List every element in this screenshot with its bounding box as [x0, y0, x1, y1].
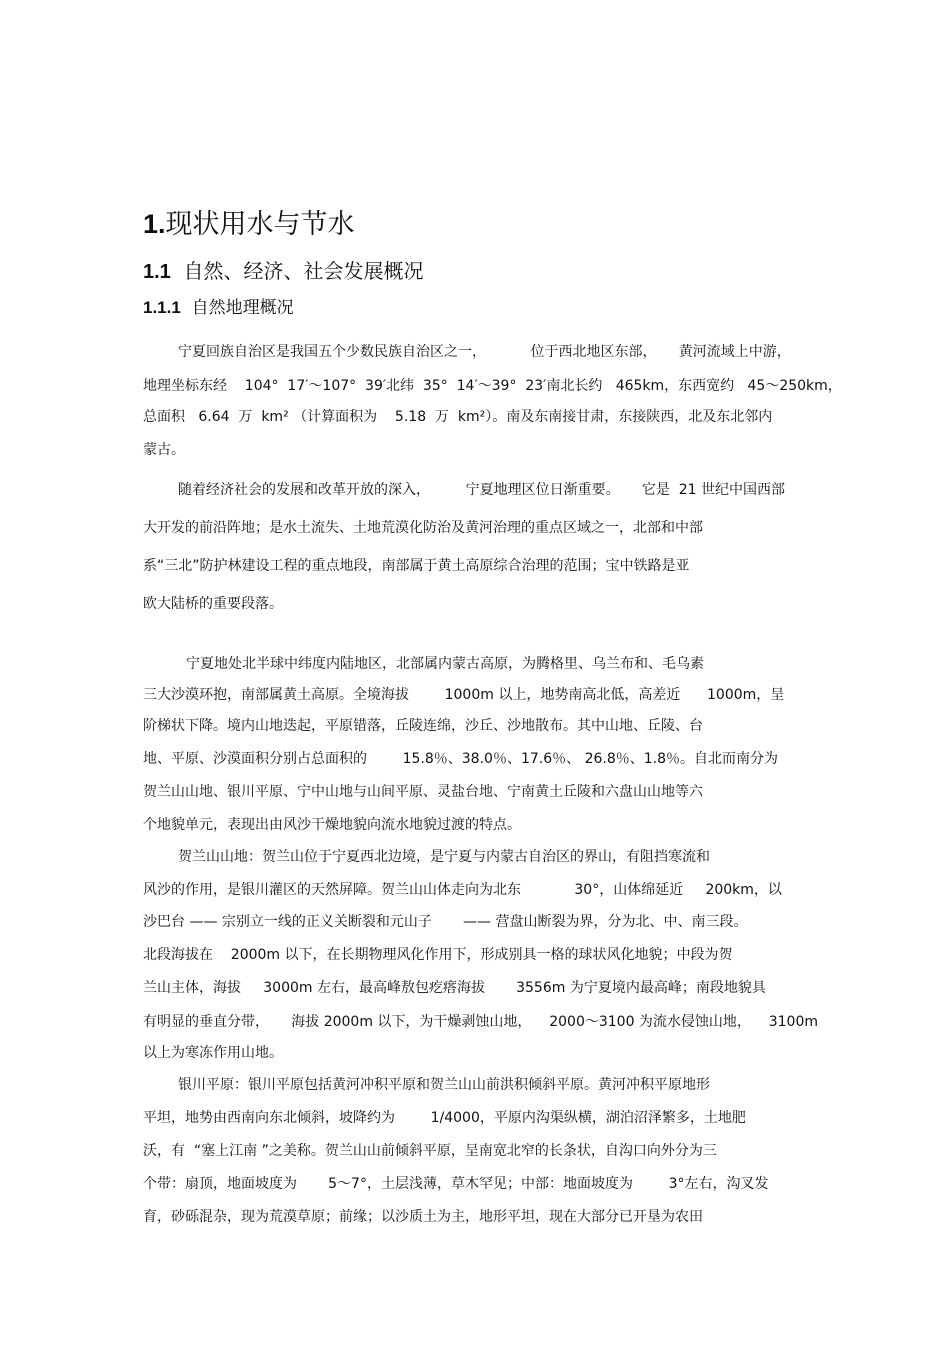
paragraph-3-line: 贺兰山山地、银川平原、宁中山地与山间平原、灵盐台地、宁南黄土丘陵和六盘山山地等六: [143, 784, 703, 800]
paragraph-1-line: 地理坐标东经 104° 17′～107° 39′北纬 35° 14′～39° 23′南北长约 465km，东西宽约 45～250km，: [143, 378, 842, 394]
paragraph-2-line: 随着经济社会的发展和改革开放的深入， 宁夏地理区位日渐重要。 它是 21 世纪中国西部: [178, 482, 786, 498]
heading-2-text: 自然、经济、社会发展概况: [183, 259, 424, 283]
heading-1-number: 1.: [143, 209, 166, 239]
heading-3-text: 自然地理概况: [191, 298, 294, 318]
paragraph-1-line: 蒙古。: [143, 442, 185, 458]
heading-2-number: 1.1: [143, 261, 171, 283]
heading-1-text: 现状用水与节水: [165, 209, 355, 240]
heading-3: [143, 293, 294, 318]
paragraph-4-line: 贺兰山山地：贺兰山位于宁夏西北边境，是宁夏与内蒙古自治区的界山，有阻挡寒流和: [178, 849, 710, 865]
paragraph-1-line: 总面积 6.64 万 km² （计算面积为 5.18 万 km²）。南及东南接甘肃，东接陕西，北及东北邻内: [143, 409, 773, 425]
paragraph-1-line: 宁夏回族自治区是我国五个少数民族自治区之一， 位于西北地区东部， 黄河流域上中游，: [178, 344, 791, 360]
paragraph-4-line: 以上为寒冻作用山地。: [143, 1045, 283, 1061]
paragraph-2-line: 欧大陆桥的重要段落。: [143, 596, 283, 612]
paragraph-5-line: 个带：扇顶，地面坡度为 5～7°，土层浅薄，草木罕见；中部：地面坡度为 3°左右，沟叉发: [143, 1176, 769, 1192]
paragraph-5-line: 育，砂砾混杂，现为荒漠草原；前缘；以沙质土为主，地形平坦，现在大部分已开垦为农田: [143, 1209, 703, 1225]
paragraph-3-line: 个地貌单元，表现出由风沙干燥地貌向流水地貌过渡的特点。: [143, 817, 521, 833]
paragraph-2-line: 系“三北”防护林建设工程的重点地段，南部属于黄土高原综合治理的范围；宝中铁路是亚: [143, 558, 690, 574]
paragraph-3-line: 阶梯状下降。境内山地迭起，平原错落，丘陵连绵，沙丘、沙地散布。其中山地、丘陵、台: [143, 718, 703, 734]
paragraph-3-line: 三大沙漠环抱，南部属黄土高原。全境海拔 1000m 以上，地势南高北低，高差近 1000m，呈: [143, 687, 785, 703]
paragraph-4-line: 兰山主体，海拔 3000m 左右，最高峰敖包疙瘩海拔 3556m 为宁夏境内最高峰；南段地貌具: [143, 980, 766, 996]
paragraph-4-line: 沙巴台 —— 宗别立一线的正义关断裂和元山子 —— 营盘山断裂为界，分为北、中、南三段。: [143, 914, 748, 930]
paragraph-5-line: 平坦，地势由西南向东北倾斜，坡降约为 1/4000，平原内沟渠纵横，湖泊沼泽繁多，土地肥: [143, 1110, 746, 1126]
paragraph-4-line: 风沙的作用，是银川灌区的天然屏障。贺兰山山体走向为北东 30°，山体绵延近 200km，以: [143, 882, 782, 898]
heading-2: [143, 255, 424, 284]
paragraph-5-line: 沃，有 “塞上江南 ”之美称。贺兰山山前倾斜平原，呈南宽北窄的长条状，自沟口向外分为三: [143, 1143, 717, 1159]
heading-3-number: 1.1.1: [143, 298, 181, 317]
paragraph-3-line: 宁夏地处北半球中纬度内陆地区，北部属内蒙古高原，为腾格里、乌兰布和、毛乌素: [186, 656, 704, 672]
paragraph-2-line: 大开发的前沿阵地；是水土流失、土地荒漠化防治及黄河治理的重点区域之一，北部和中部: [143, 520, 703, 536]
paragraph-4-line: 有明显的垂直分带， 海拔 2000m 以下，为干燥剥蚀山地， 2000～3100 为流水侵蚀山地， 3100m: [143, 1014, 818, 1030]
paragraph-5-line: 银川平原：银川平原包括黄河冲积平原和贺兰山山前洪积倾斜平原。黄河冲积平原地形: [178, 1077, 710, 1093]
heading-1: [143, 202, 355, 241]
paragraph-4-line: 北段海拔在 2000m 以下，在长期物理风化作用下，形成别具一格的球状风化地貌；中段为贺: [143, 947, 733, 963]
paragraph-3-line: 地、平原、沙漠面积分别占总面积的 15.8％、38.0％、17.6％、 26.8％、1.8％。自北而南分为: [143, 751, 779, 767]
